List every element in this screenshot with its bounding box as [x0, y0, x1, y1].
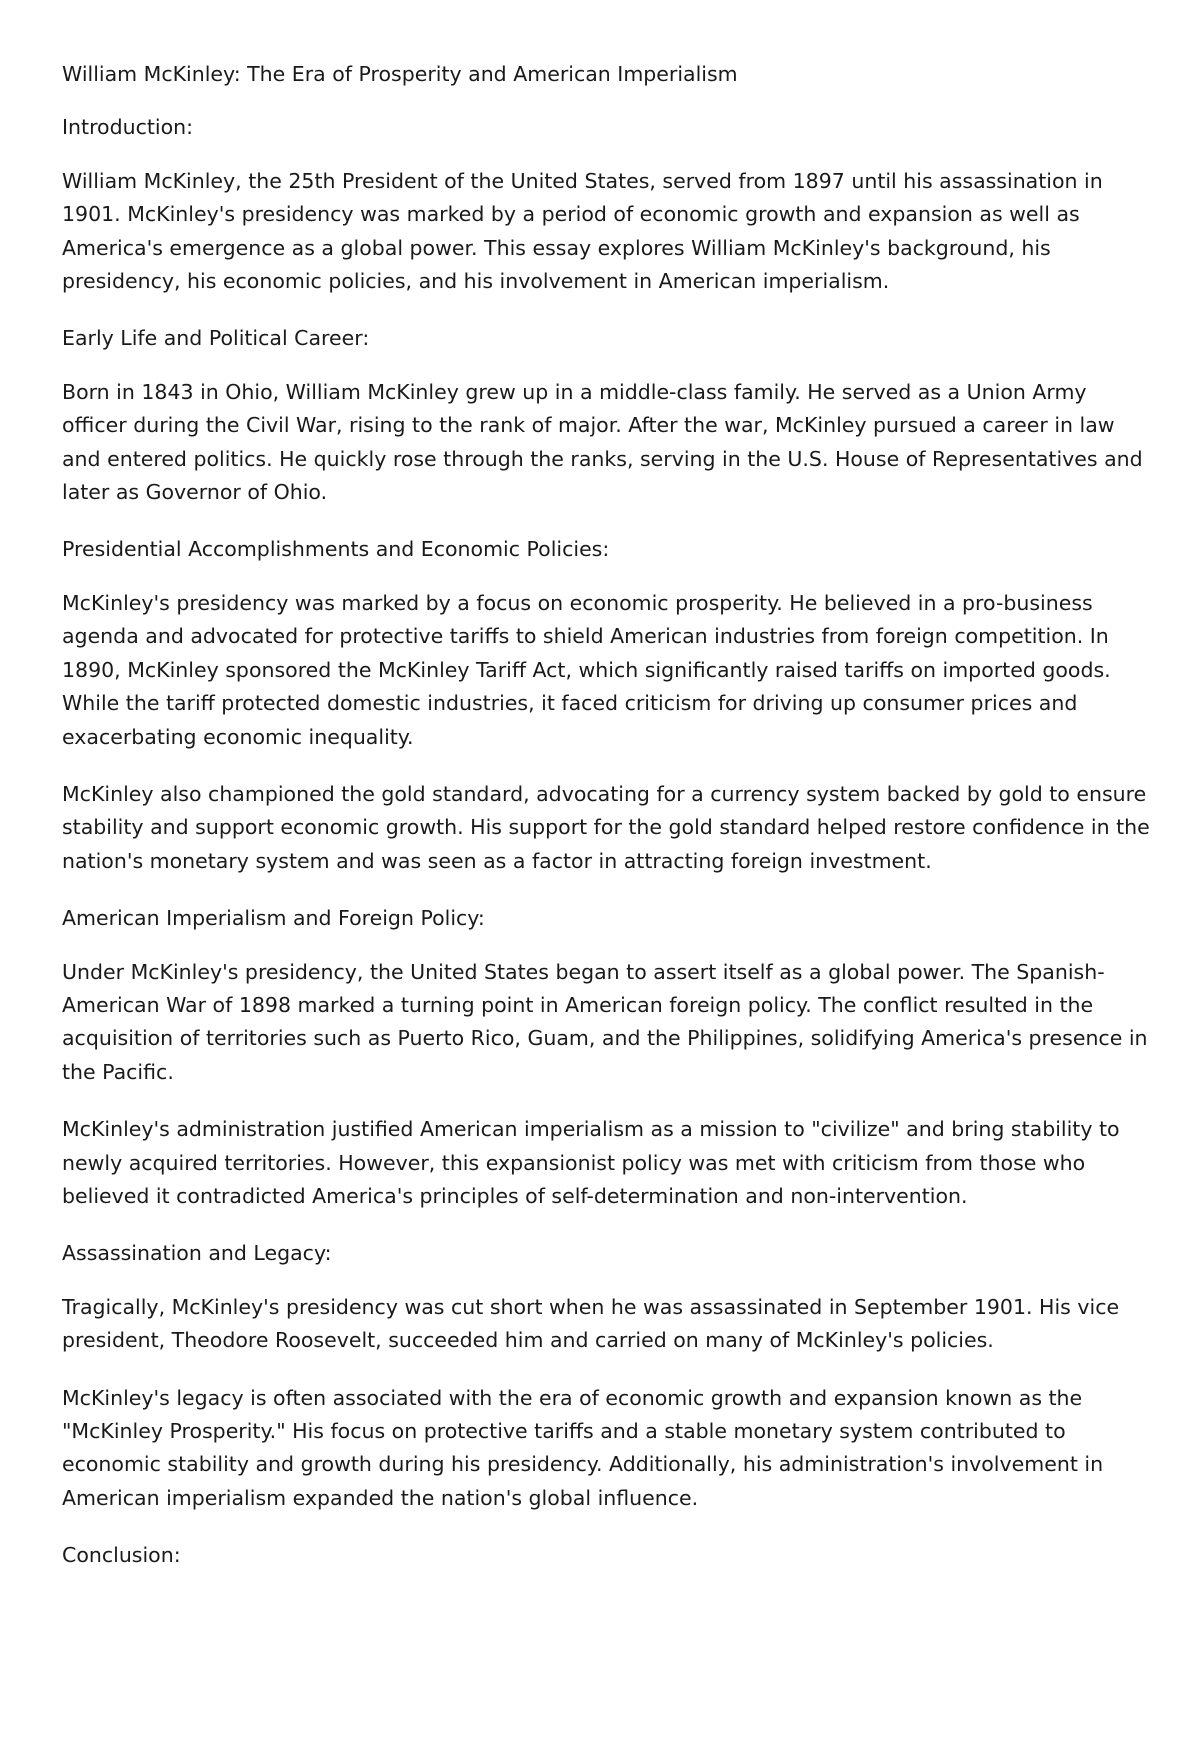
- section-heading-conclusion: Conclusion:: [62, 1543, 181, 1568]
- paragraph-legacy: McKinley's legacy is often associated with the era of economic growth and expansion known as the "McKinley Prosperity." His focus on protective tariffs and a stable monetary system contributed to economic stability and growth during his presidency. Additionally, his administration's involvement in American imperialism expanded the nation's global influence.: [62, 1385, 1104, 1510]
- section-heading-introduction: Introduction:: [62, 115, 194, 140]
- section-heading-assassination: Assassination and Legacy:: [62, 1241, 332, 1266]
- paragraph-introduction: William McKinley, the 25th President of the United States, served from 1897 until his assassination in 1901. McKinley's presidency was marked by a period of economic growth and expansion as well as America's emergence as a global power. This essay explores William McKinley's background, his presidency, his economic policies, and his involvement in American imperialism.: [62, 168, 1103, 294]
- paragraph-spanish-american-war: Under McKinley's presidency, the United States began to assert itself as a global power. The Spanish-American War of 1898 marked a turning point in American foreign policy. The conflict resulted in the acquisition of territories such as Puerto Rico, Guam, and the Philippines, solidifying America's presence in the Pacific.: [62, 959, 1148, 1084]
- paragraph-tariff-policy: McKinley's presidency was marked by a focus on economic prosperity. He believed in a pro-business agenda and advocated for protective tariffs to shield American industries from foreign competition. In 1890, McKinley sponsored the McKinley Tariff Act, which significantly raised tariffs on imported goods. While the tariff protected domestic industries, it faced criticism for driving up consumer prices and exacerbating economic inequality.: [62, 590, 1111, 749]
- section-heading-presidential-accomplishments: Presidential Accomplishments and Economic Policies:: [62, 537, 610, 562]
- paragraph-assassination: Tragically, McKinley's presidency was cut short when he was assassinated in September 1901. His vice president, Theodore Roosevelt, succeeded him and carried on many of McKinley's policies.: [62, 1294, 1120, 1353]
- section-heading-imperialism: American Imperialism and Foreign Policy:: [62, 906, 485, 931]
- section-heading-early-life: Early Life and Political Career:: [62, 326, 370, 351]
- paragraph-gold-standard: McKinley also championed the gold standard, advocating for a currency system backed by gold to ensure stability and support economic growth. His support for the gold standard helped restore confidence in the nation's monetary system and was seen as a factor in attracting foreign investment.: [62, 781, 1150, 873]
- document-title: William McKinley: The Era of Prosperity and American Imperialism: [62, 62, 738, 86]
- paragraph-imperialism-justification: McKinley's administration justified American imperialism as a mission to "civilize" and bring stability to newly acquired territories. However, this expansionist policy was met with criticism from those who believed it contradicted America's principles of self-determination and non-intervention.: [62, 1117, 1120, 1208]
- document-page: [62, 58, 1152, 1593]
- paragraph-early-life: Born in 1843 in Ohio, William McKinley grew up in a middle-class family. He served as a Union Army officer during the Civil War, rising to the rank of major. After the war, McKinley pursued a career in law and entered politics. He quickly rose through the ranks, serving in the U.S. House of Representatives and later as Governor of Ohio.: [62, 379, 1143, 505]
